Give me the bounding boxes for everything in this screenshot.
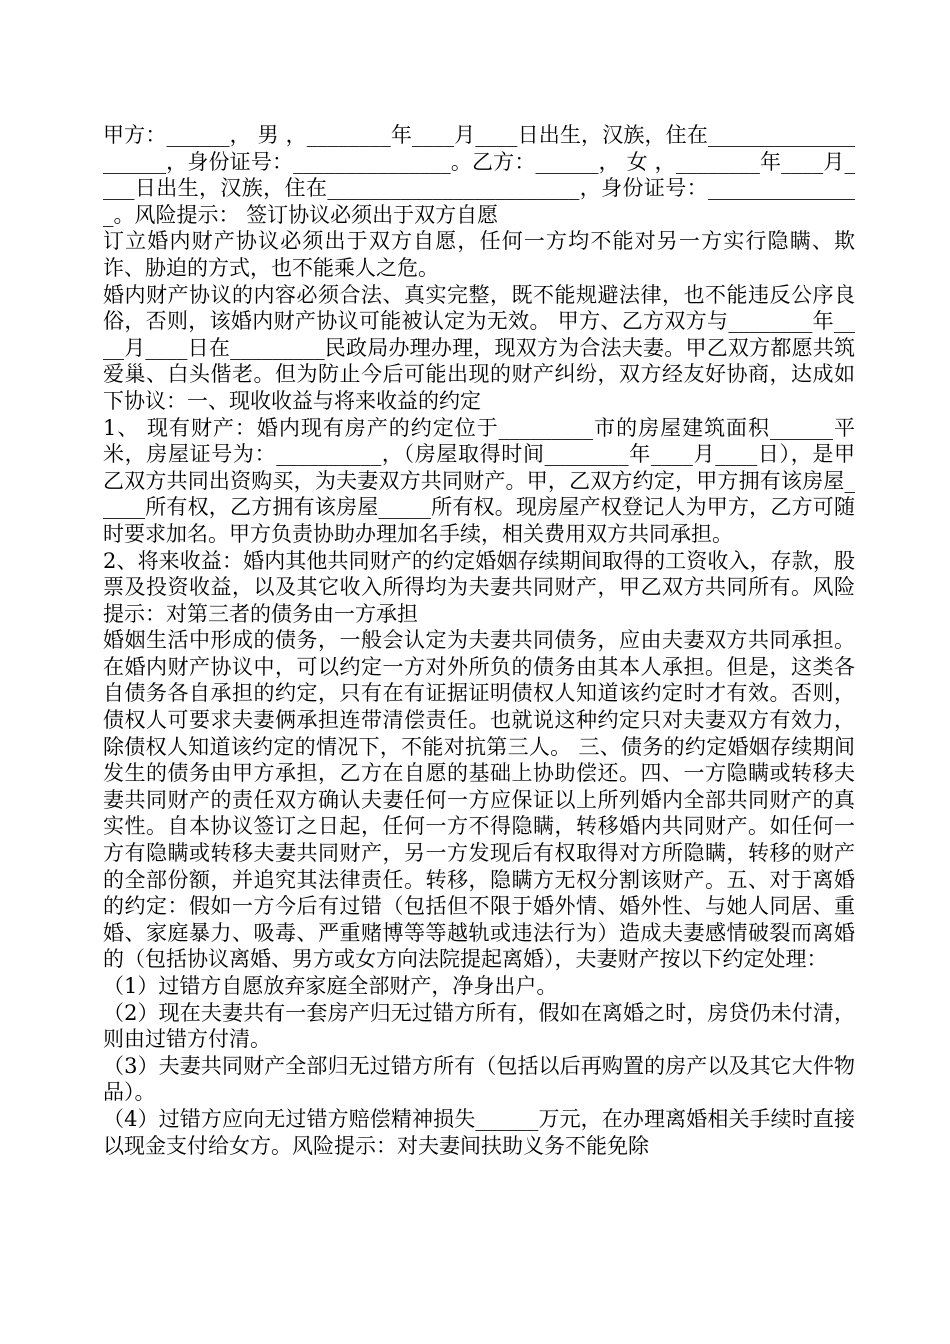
paragraph-clause-4: （4）过错方应向无过错方赔偿精神损失______万元，在办理离婚相关手续时直接以现金支付给女方。风险提示：对夫妻间扶助义务不能免除 — [103, 1106, 855, 1158]
paragraph-voluntary: 订立婚内财产协议必须出于双方自愿，任何一方均不能对另一方实行隐瞒、欺诈、胁迫的方式，也不能乘人之危。 — [103, 229, 855, 280]
paragraph-legality: 婚内财产协议的内容必须合法、真实完整，既不能规避法律，也不能违反公序良俗，否则，该婚内财产协议可能被认定为无效。 甲方、乙方双方与________年____月____日在_________民政局办理办理，现双方为合法夫妻。甲乙双方都愿共筑爱巢、白头偕老。但为防止今后可能出现的财产纠纷，双方经友好协商，达成如下协议：一、现收收益与将来收益的约定 — [103, 282, 855, 413]
paragraph-clause-3: （3）夫妻共同财产全部归无过错方所有（包括以后再购置的房产以及其它大件物品）。 — [103, 1053, 855, 1105]
document-body — [103, 122, 855, 1159]
paragraph-clause-2: （2）现在夫妻共有一套房产归无过错方所有，假如在离婚之时，房贷仍未付清，则由过错方付清。 — [103, 1000, 855, 1052]
paragraph-existing-property: 1、 现有财产：婚内现有房产的约定位于_________市的房屋建筑面积______平米，房屋证号为：__________，（房屋取得时间________年____月____日），是甲乙双方共同出资购买，为夫妻双方共同财产。甲，乙双方约定，甲方拥有该房屋_____所有权，乙方拥有该房屋_____所有权。现房屋产权登记人为甲方，乙方可随时要求加名。甲方负责协助办理加名手续，相关费用双方共同承担。 — [103, 415, 855, 546]
paragraph-clause-1: （1）过错方自愿放弃家庭全部财产，净身出户。 — [103, 974, 558, 998]
paragraph-future-income: 2、将来收益：婚内其他共同财产的约定婚姻存续期间取得的工资收入，存款，股票及投资收益，以及其它收入所得均为夫妻共同财产，甲乙双方共同所有。风险提示：对第三者的债务由一方承担 — [103, 548, 855, 626]
paragraph-debts-and-divorce: 婚姻生活中形成的债务，一般会认定为夫妻共同债务，应由夫妻双方共同承担。在婚内财产协议中，可以约定一方对外所负的债务由其本人承担。但是，这类各自债务各自承担的约定，只有在有证据证明债权人知道该约定时才有效。否则，债权人可要求夫妻俩承担连带清偿责任。也就说这种约定只对夫妻双方有效力，除债权人知道该约定的情况下，不能对抗第三人。 三、债务的约定婚姻存续期间发生的债务由甲方承担，乙方在自愿的基础上协助偿还。四、一方隐瞒或转移夫妻共同财产的责任双方确认夫妻任何一方应保证以上所列婚内全部共同财产的真实性。自本协议签订之日起，任何一方不得隐瞒，转移婚内共同财产。如任何一方有隐瞒或转移夫妻共同财产，另一方发现后有权取得对方所隐瞒，转移的财产的全部份额，并追究其法律责任。转移，隐瞒方无权分割该财产。五、对于离婚的约定：假如一方今后有过错（包括但不限于婚外情、婚外性、与她人同居、重婚、家庭暴力、吸毒、严重赌博等等越轨或违法行为）造成夫妻感情破裂而离婚的（包括协议离婚、男方或女方向法院提起离婚），夫妻财产按以下约定处理： — [103, 628, 855, 972]
paragraph-parties: 甲方：______， 男 ，________年____月____日出生，汉族，住在____________________，身份证号：_______________。乙方：______， 女 ，________年____月____日出生，汉族，住在________________________，身份证号：_______________。风险提示： 签订协议必须出于双方自愿 — [103, 123, 855, 227]
